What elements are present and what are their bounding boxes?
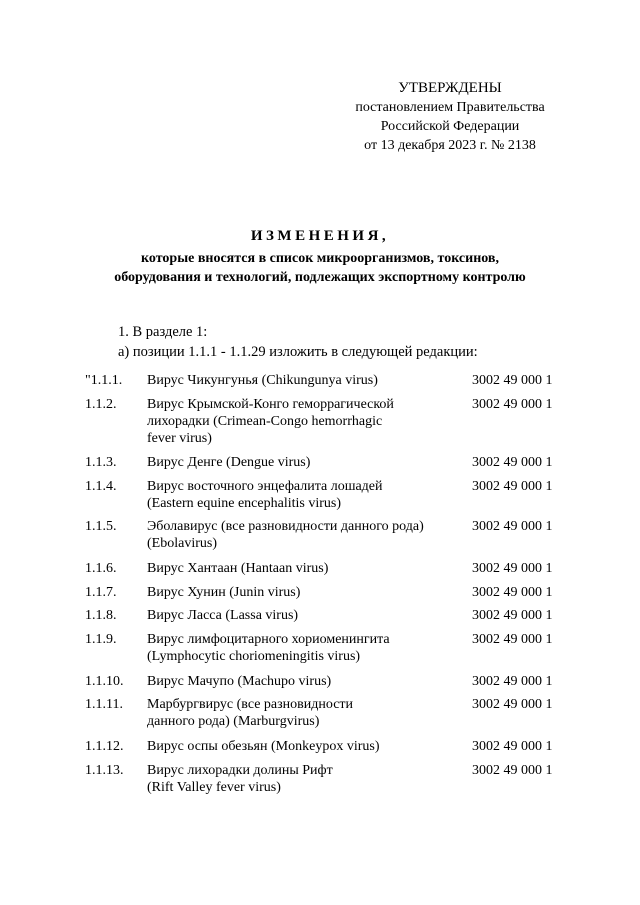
item-name <box>147 396 467 447</box>
item-name <box>147 696 467 730</box>
item-code: 3002 49 000 1 <box>472 763 553 778</box>
item-name <box>147 454 467 471</box>
item-code: 3002 49 000 1 <box>472 739 553 754</box>
item-name <box>147 607 467 624</box>
approval-line-3: от 13 декабря 2023 г. № 2138 <box>364 138 536 153</box>
item-number: 1.1.8. <box>85 608 117 623</box>
item-code: 3002 49 000 1 <box>472 585 553 600</box>
item-name-line: Вирус Хантаан (Hantaan virus) <box>147 561 329 576</box>
item-name-line: Вирус Ласса (Lassa virus) <box>147 608 299 623</box>
item-name-line: (Lymphocytic choriomeningitis virus) <box>147 649 361 664</box>
subtitle-line-2: оборудования и технологий, подлежащих экспортному контролю <box>114 270 526 285</box>
item-code: 3002 49 000 1 <box>472 519 553 534</box>
item-name-line: fever virus) <box>147 431 212 446</box>
item-name-line: Вирус оспы обезьян (Monkeypox virus) <box>147 739 380 754</box>
item-code: 3002 49 000 1 <box>472 479 553 494</box>
item-name-line: Вирус восточного энцефалита лошадей <box>147 479 383 494</box>
item-name-line: (Rift Valley fever virus) <box>147 780 281 795</box>
item-number: 1.1.7. <box>85 585 117 600</box>
item-name <box>147 673 467 690</box>
item-name-line: (Ebolavirus) <box>147 536 217 551</box>
intro-paragraph <box>118 322 478 362</box>
item-name-line: (Eastern equine encephalitis virus) <box>147 496 341 511</box>
item-name-line: Вирус лимфоцитарного хориоменингита <box>147 632 390 647</box>
item-name-line: Вирус лихорадки долины Рифт <box>147 763 333 778</box>
item-name-line: Вирус Хунин (Junin virus) <box>147 585 301 600</box>
item-name-line: Эболавирус (все разновидности данного рода) <box>147 519 424 534</box>
document-subtitle <box>60 249 580 287</box>
item-number: 1.1.3. <box>85 455 117 470</box>
intro-line-2: а) позиции 1.1.1 - 1.1.29 изложить в следующей редакции: <box>118 344 478 360</box>
approval-line-1: постановлением Правительства <box>355 100 545 115</box>
item-name-line: данного рода) (Marburgvirus) <box>147 714 320 729</box>
item-number: 1.1.4. <box>85 479 117 494</box>
item-name <box>147 738 467 755</box>
item-name <box>147 762 467 796</box>
item-code: 3002 49 000 1 <box>472 397 553 412</box>
item-name <box>147 560 467 577</box>
item-code: 3002 49 000 1 <box>472 632 553 647</box>
item-code: 3002 49 000 1 <box>472 373 553 388</box>
approval-block <box>330 79 570 155</box>
item-number: "1.1.1. <box>85 373 123 388</box>
item-code: 3002 49 000 1 <box>472 608 553 623</box>
item-code: 3002 49 000 1 <box>472 455 553 470</box>
document-title: ИЗМЕНЕНИЯ, <box>250 228 390 244</box>
item-code: 3002 49 000 1 <box>472 674 553 689</box>
item-name <box>147 372 467 389</box>
item-number: 1.1.12. <box>85 739 124 754</box>
approval-line-2: Российской Федерации <box>380 119 520 134</box>
item-name-line: Вирус Мачупо (Machupo virus) <box>147 674 332 689</box>
item-name <box>147 478 467 512</box>
item-number: 1.1.5. <box>85 519 117 534</box>
item-number: 1.1.10. <box>85 674 124 689</box>
item-number: 1.1.2. <box>85 397 117 412</box>
item-name <box>147 631 467 665</box>
item-number: 1.1.6. <box>85 561 117 576</box>
item-code: 3002 49 000 1 <box>472 697 553 712</box>
item-number: 1.1.13. <box>85 763 124 778</box>
item-name-line: Вирус Денге (Dengue virus) <box>147 455 311 470</box>
item-name-line: Вирус Чикунгунья (Chikungunya virus) <box>147 373 378 388</box>
item-code: 3002 49 000 1 <box>472 561 553 576</box>
item-name-line: Марбургвирус (все разновидности <box>147 697 354 712</box>
item-name <box>147 584 467 601</box>
item-name <box>147 518 467 552</box>
intro-line-1: 1. В разделе 1: <box>118 324 208 340</box>
item-number: 1.1.9. <box>85 632 117 647</box>
item-number: 1.1.11. <box>85 697 123 712</box>
item-name-line: лихорадки (Crimean-Congo hemorrhagic <box>147 414 383 429</box>
approval-title: УТВЕРЖДЕНЫ <box>398 80 502 96</box>
subtitle-line-1: которые вносятся в список микроорганизмов, токсинов, <box>141 251 499 266</box>
item-name-line: Вирус Крымской-Конго геморрагической <box>147 397 394 412</box>
